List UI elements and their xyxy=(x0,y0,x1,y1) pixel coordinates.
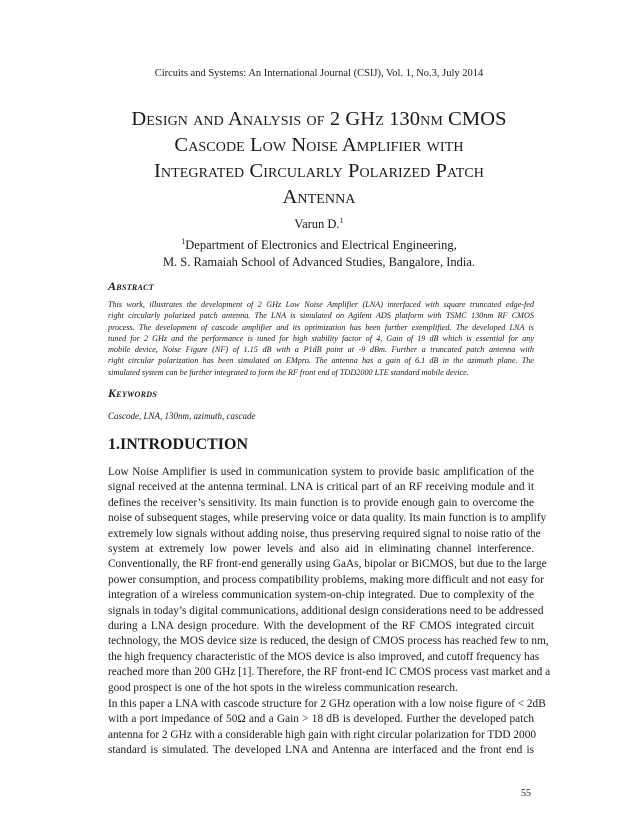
author-block xyxy=(0,212,638,271)
title-line: Integrated Circularly Polarized Patch xyxy=(153,160,485,182)
abstract-line: simulated system can be further integrated to form the RF front end of TDD2000 LTE standard mobile device. xyxy=(108,367,469,377)
abstract-line: right circularly polarized patch antenna. The LNA is simulated on Agilent ADS platform with TSMC 130nm RF CMOS xyxy=(108,311,534,321)
keywords-heading: Keywords xyxy=(108,386,158,400)
abstract-line: process. The development of cascode amplifier and its optimization has been further exemplified. The developed LNA is xyxy=(108,322,534,332)
paragraph-line: good prospect is one of the hot spots in the wireless communication research. xyxy=(108,681,458,694)
title-line: Design and Analysis of 2 GHz 130nm CMOS xyxy=(131,108,507,130)
author-name: Varun D. xyxy=(294,217,340,232)
affiliation-line-1 xyxy=(0,233,638,254)
paper-title xyxy=(60,106,578,210)
abstract-body xyxy=(108,299,534,378)
affiliation-superscript: 1 xyxy=(181,237,186,247)
author-superscript: 1 xyxy=(339,216,344,225)
paragraph-line: extremely low signals without adding noise, thus preserving required signal to noise ratio of the xyxy=(108,527,541,540)
paragraph-line: the high frequency characteristic of the MOS device is also improved, and cutoff frequency has xyxy=(108,650,540,663)
paragraph-line: signal received at the antenna terminal. LNA is critical part of an RF receiving module and it xyxy=(108,481,534,494)
paragraph-line: signals in today’s digital communications, additional design considerations need to be addressed xyxy=(108,604,544,617)
abstract-line: This work, illustrates the development of 2 GHz Low Noise Amplifier (LNA) interfaced with square truncated edge-fed xyxy=(108,300,534,309)
paragraph-line: power consumption, and process compatibility problems, making more difficult and not easy for xyxy=(108,573,544,586)
title-line: Antenna xyxy=(282,186,356,208)
abstract-heading: Abstract xyxy=(108,279,154,293)
paragraph-line: noise of subsequent stages, while preserving voice or data quality. Its main function is to amplify xyxy=(108,512,547,525)
page-number: 55 xyxy=(521,788,531,799)
paragraph-line: system at extremely low power levels and also aid in eliminating channel interference. xyxy=(108,543,534,556)
paragraph-line: In this paper a LNA with cascode structure for 2 GHz operation with a low noise figure of < 2dB xyxy=(108,698,546,710)
abstract-line: tuned for 2 GHz and the performance is tuned for high stability factor of 4, Gain of 19 dB which is essential for any xyxy=(108,333,534,343)
journal-header: Circuits and Systems: An International Journal (CSIJ), Vol. 1, No.3, July 2014 xyxy=(154,68,484,79)
introduction-paragraph-1 xyxy=(108,465,551,696)
paragraph-line: during a LNA design procedure. With the development of the RF CMOS integrated circuit xyxy=(108,620,534,633)
author-name-line xyxy=(0,212,638,233)
paragraph-line: Low Noise Amplifier is used in communication system to provide basic amplification of the xyxy=(108,466,534,478)
affiliation-line-2: M. S. Ramaiah School of Advanced Studies, Bangalore, India. xyxy=(162,255,476,270)
affiliation-department: Department of Electronics and Electrical Engineering, xyxy=(185,238,457,253)
paragraph-line: defines the receiver’s sensitivity. Its main function is to provide enough gain to overcome the xyxy=(108,496,534,509)
paragraph-line: antenna for 2 GHz with a considerable high gain with right circular polarization for TDD 2000 xyxy=(108,728,537,741)
paragraph-line: with a port impedance of 50Ω and a Gain > 18 dB is developed. Further the developed patch xyxy=(108,713,534,726)
title-line: Cascode Low Noise Amplifier with xyxy=(174,134,464,156)
introduction-paragraph-2 xyxy=(108,697,546,759)
paragraph-line: Conventionally, the RF front-end generally using GaAs, bipolar or BiCMOS, but due to the large xyxy=(108,558,547,571)
paragraph-line: technology, the MOS device size is reduced, the design of CMOS process has reached few to nm, xyxy=(108,635,549,648)
paragraph-line: integration of a wireless communication system-on-chip integrated. Due to complexity of the xyxy=(108,589,534,602)
keywords-text: Cascode, LNA, 130nm, azimuth, cascade xyxy=(108,411,256,421)
paragraph-line: reached more than 200 GHz [1]. Therefore, the RF front-end IC CMOS process vast market and a xyxy=(108,666,551,679)
abstract-line: mobile device, Noise Figure (NF) of 1.15 dB with a P1dB point at -9 dBm. Further a truncated patch antenna with xyxy=(108,345,534,355)
abstract-line: right circular polarization has been simulated on EMpro. The antenna has a gain of 6.1 dB in the azimuth plane. The xyxy=(108,356,534,366)
introduction-heading: 1.INTRODUCTION xyxy=(108,436,249,453)
paragraph-line: standard is simulated. The developed LNA and Antenna are interfaced and the front end is xyxy=(108,744,534,757)
